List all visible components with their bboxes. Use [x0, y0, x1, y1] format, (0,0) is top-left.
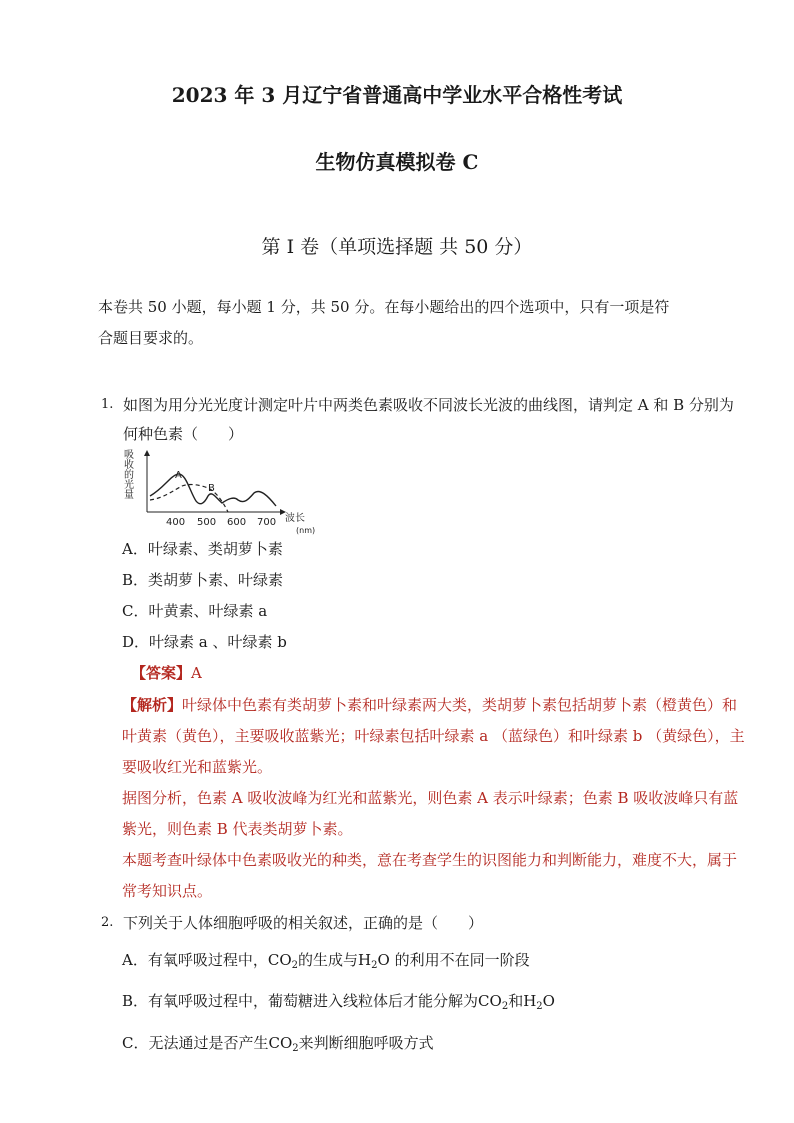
y-axis-arrow [144, 450, 150, 456]
curve-a-label: A [175, 470, 182, 481]
option-text: A．有氧呼吸过程中， [122, 951, 268, 969]
analysis-text: 叶绿体中色素有类胡萝卜素和叶绿素两大类，类胡萝卜素包括胡萝卜素（橙黄色）和 [182, 696, 738, 714]
y-label-char: 吸 [124, 450, 134, 461]
q1-option-a[interactable]: A．叶绿素、类胡萝卜素 [122, 540, 283, 558]
y-label-char: 光 [124, 480, 134, 491]
document-subtitle: 生物仿真模拟卷 C [315, 150, 479, 174]
q2-option-a[interactable] [122, 950, 530, 970]
q1-analysis-line-3: 要吸收红光和蓝紫光。 [122, 758, 273, 776]
section-title: 第 I 卷（单项选择题 共 50 分） [261, 236, 533, 258]
x-tick-label: 700 [257, 517, 277, 528]
option-text: 和 [508, 992, 524, 1010]
x-axis-label: 波长 [285, 513, 305, 524]
analysis-tag: 【解析】 [122, 696, 183, 714]
section-intro-line-1: 本卷共 50 小题，每小题 1 分，共 50 分。在每小题给出的四个选项中，只有一项是符 [98, 298, 670, 316]
option-text: 的生成与 [298, 951, 359, 969]
q1-analysis-line-7: 常考知识点。 [122, 882, 213, 900]
option-text: 的利用不在同一阶段 [389, 951, 530, 969]
q2-option-c[interactable] [122, 1033, 434, 1053]
y-label-char: 量 [124, 490, 134, 501]
y-label-char: 的 [124, 470, 134, 481]
formula-co2: $CO_2$ [478, 992, 509, 1012]
option-text: C．无法通过是否产生 [122, 1034, 269, 1052]
x-tick-label: 600 [227, 517, 247, 528]
absorption-chart [120, 448, 330, 538]
q1-analysis-line-4: 据图分析，色素 A 吸收波峰为红光和蓝紫光，则色素 A 表示叶绿素；色素 B 吸收波峰只有蓝 [122, 789, 739, 807]
q1-analysis-line-6: 本题考查叶绿体中色素吸收光的种类，意在考查学生的识图能力和判断能力，难度不大，属于 [122, 851, 738, 869]
absorption-figure [120, 448, 330, 538]
q1-option-b[interactable]: B．类胡萝卜素、叶绿素 [122, 571, 284, 589]
question-1-number: 1. [101, 397, 114, 412]
curve-b-label: B [208, 483, 215, 494]
q1-analysis-line-2: 叶黄素（黄色），主要吸收蓝紫光；叶绿素包括叶绿素 a （蓝绿色）和叶绿素 b （黄绿色），主 [122, 727, 745, 745]
q1-analysis-line-1 [122, 695, 737, 715]
q2-option-b[interactable] [122, 991, 555, 1011]
formula-h2o: $H_2O$ [358, 951, 390, 971]
option-text: 来判断细胞呼吸方式 [298, 1034, 434, 1052]
formula-h2o: $H_2O$ [523, 992, 555, 1012]
q1-option-d[interactable]: D．叶绿素 a 、叶绿素 b [122, 633, 287, 651]
question-2-stem: 下列关于人体细胞呼吸的相关叙述，正确的是（ ） [123, 914, 484, 932]
q1-answer [131, 663, 202, 683]
question-2-number: 2. [101, 915, 114, 930]
x-tick-label: 400 [166, 517, 186, 528]
document-title: 2023 年 3 月辽宁省普通高中学业水平合格性考试 [171, 83, 623, 107]
q1-analysis-line-5: 紫光，则色素 B 代表类胡萝卜素。 [122, 820, 353, 838]
answer-tag: 【答案】 [131, 664, 192, 682]
formula-co2: $CO_2$ [267, 951, 298, 971]
option-text: B．有氧呼吸过程中，葡萄糖进入线粒体后才能分解为 [122, 992, 479, 1010]
section-intro-line-2: 合题目要求的。 [98, 329, 204, 347]
y-label-char: 收 [124, 460, 134, 471]
x-axis-unit: (nm) [296, 526, 316, 535]
x-tick-label: 500 [197, 517, 217, 528]
answer-value: A [191, 664, 202, 682]
question-1-stem-line-1: 如图为用分光光度计测定叶片中两类色素吸收不同波长光波的曲线图，请判定 A 和 B 分别为 [123, 396, 734, 414]
q1-option-c[interactable]: C．叶黄素、叶绿素 a [122, 602, 268, 620]
question-1-stem-line-2: 何种色素（ ） [123, 425, 244, 443]
formula-co2: $CO_2$ [268, 1034, 299, 1054]
